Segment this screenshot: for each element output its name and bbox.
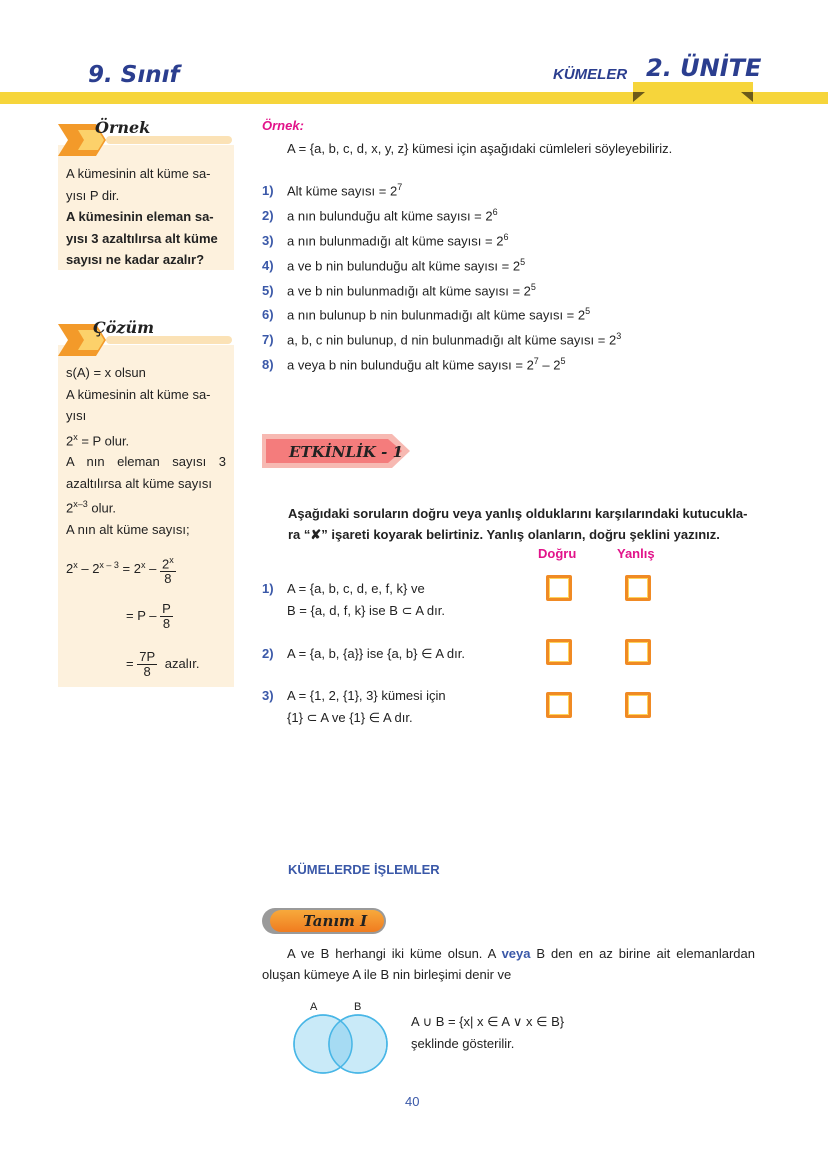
- column-true: Doğru: [538, 546, 577, 561]
- eq-term: = 2: [118, 561, 141, 577]
- false-checkbox[interactable]: [625, 692, 651, 718]
- equation-1: [66, 553, 176, 586]
- fraction-numerator: 7P: [139, 649, 156, 664]
- definition-title: Tanım I: [303, 912, 368, 930]
- true-checkbox[interactable]: [546, 575, 572, 601]
- item-number: 4): [262, 258, 274, 274]
- example-text: [66, 163, 226, 271]
- header-bar: [0, 92, 828, 104]
- item-exponent: 6: [492, 207, 498, 217]
- eq-term: – 2: [77, 561, 100, 577]
- item-exponent: 3: [616, 331, 622, 341]
- item-exponent: 5: [530, 282, 536, 292]
- question-number: 3): [262, 688, 274, 703]
- item-number: 5): [262, 283, 274, 299]
- question-2: [262, 643, 465, 665]
- item-text: a ve b nin bulunmadığı alt küme sayısı = 2: [287, 283, 531, 299]
- eq-exp: x: [73, 559, 78, 570]
- question-number: 1): [262, 581, 274, 596]
- example-item: [262, 331, 621, 347]
- instruction-line: Aşağıdaki soruların doğru veya yanlış olduklarını karşılarındaki kutucukla-: [288, 506, 748, 521]
- eq-term: =: [126, 655, 138, 671]
- unit-topic: KÜMELER: [553, 66, 628, 83]
- unit-number: 2. ÜNİTE: [646, 54, 762, 82]
- solution-line: azaltılırsa alt küme sayısı: [66, 475, 212, 491]
- power-exponent: x: [73, 431, 78, 442]
- example-question: yısı 3 azaltılırsa alt küme: [66, 230, 218, 246]
- example-line: yısı P dir.: [66, 187, 120, 203]
- solution-line: s(A) = x olsun: [66, 365, 146, 380]
- fraction-denominator: 8: [143, 664, 151, 679]
- grade-label: 9. Sınıf: [88, 62, 180, 88]
- page-number: 40: [405, 1094, 420, 1109]
- example-title: Örnek: [95, 118, 151, 137]
- item-number: 2): [262, 208, 274, 224]
- power-exponent: x–3: [73, 499, 88, 510]
- eq-exp: x – 3: [99, 559, 119, 570]
- example-question: sayısı ne kadar azalır?: [66, 252, 205, 267]
- example-label: Örnek:: [262, 118, 304, 133]
- solution-line: A nın eleman sayısı 3: [66, 454, 226, 470]
- numerator-exp: x: [169, 555, 174, 565]
- solution-line: [66, 494, 226, 519]
- venn-label-a: A: [310, 1001, 318, 1013]
- eq-term: = P –: [126, 607, 161, 623]
- fraction-numerator: [160, 553, 176, 572]
- solution-line: A kümesinin alt küme sa-: [66, 386, 211, 402]
- example-item: [262, 207, 498, 223]
- fraction: [160, 602, 173, 631]
- equation-2: [126, 602, 173, 631]
- question-text: A = {a, b, {a}} ise {a, b} ∈ A dır.: [287, 646, 465, 661]
- question-text: A = {1, 2, {1}, 3} kümesi için: [287, 688, 446, 703]
- fraction-denominator: 8: [164, 571, 172, 587]
- example-item: [262, 356, 566, 372]
- item-exponent: 7: [397, 182, 403, 192]
- example-item: [262, 257, 525, 273]
- item-text: a nın bulunup b nin bulunmadığı alt küme sayısı = 2: [287, 307, 586, 323]
- item-text: a veya b nin bulunduğu alt küme sayısı = 2: [287, 357, 534, 373]
- venn-diagram: [286, 996, 390, 1076]
- item-exponent: 5: [560, 356, 566, 366]
- unit-tab-right-corner: [741, 92, 753, 102]
- fraction-denominator: 8: [162, 616, 171, 631]
- item-text: a nın bulunmadığı alt küme sayısı = 2: [287, 233, 504, 249]
- venn-label-b: B: [354, 1001, 362, 1013]
- union-formula: A ∪ B = {x| x ∈ A ∨ x ∈ B}: [411, 1014, 565, 1029]
- item-exponent: 5: [520, 257, 526, 267]
- item-tail: – 2: [538, 357, 561, 373]
- definition-part: A ve B herhangi iki küme olsun. A: [287, 946, 502, 961]
- eq-term: azalır.: [164, 655, 200, 671]
- fraction-numerator: P: [162, 601, 171, 616]
- solution-line: [66, 427, 226, 452]
- activity-title: ETKİNLİK - 1: [289, 443, 404, 461]
- solution-line: A nın alt küme sayısı;: [66, 522, 190, 538]
- definition-part: B den en az birine ait elemanlardan oluşan kümeye A ile B nin birleşimi denir ve: [262, 946, 755, 982]
- unit-tab-left-corner: [633, 92, 645, 102]
- solution-text: [66, 362, 226, 541]
- eq-exp: x: [140, 559, 146, 570]
- power-rest: olur.: [87, 500, 116, 516]
- false-checkbox[interactable]: [625, 575, 651, 601]
- item-exponent: 7: [533, 356, 539, 366]
- example-item: [262, 182, 402, 198]
- example-line: A kümesinin alt küme sa-: [66, 166, 211, 181]
- item-exponent: 5: [585, 306, 591, 316]
- question-text: A = {a, b, c, d, e, f, k} ve: [287, 581, 425, 596]
- item-exponent: 6: [503, 232, 509, 242]
- power-base: 2: [66, 500, 74, 516]
- question-number: 2): [262, 646, 274, 661]
- fraction: [160, 553, 176, 586]
- fraction: [137, 650, 157, 679]
- item-text: a ve b nin bulunduğu alt küme sayısı = 2: [287, 258, 521, 274]
- eq-term: –: [145, 561, 160, 577]
- definition-highlight: veya: [501, 946, 531, 961]
- item-number: 6): [262, 307, 274, 323]
- true-checkbox[interactable]: [546, 639, 572, 665]
- example-question: A kümesinin eleman sa-: [66, 209, 214, 224]
- instruction-line: ra “✘” işareti koyarak belirtiniz. Yanlış olanların, doğru şeklini yazınız.: [288, 527, 720, 542]
- solution-line: yısı: [66, 408, 87, 423]
- solution-title: Çözüm: [93, 318, 155, 337]
- question-1: [262, 578, 445, 622]
- column-false: Yanlış: [617, 546, 655, 561]
- example-item: [262, 282, 536, 298]
- item-number: 1): [262, 183, 274, 199]
- numerator-base: 2: [161, 556, 170, 572]
- item-number: 3): [262, 233, 274, 249]
- power-base: 2: [66, 432, 74, 448]
- question-3: [262, 685, 446, 729]
- question-text: B = {a, d, f, k} ise B ⊂ A dır.: [287, 603, 445, 618]
- item-text: a, b, c nin bulunup, d nin bulunmadığı alt küme sayısı = 2: [287, 332, 617, 348]
- definition-text: [262, 943, 755, 985]
- item-text: Alt küme sayısı = 2: [287, 183, 398, 199]
- question-text: {1} ⊂ A ve {1} ∈ A dır.: [287, 710, 413, 725]
- item-number: 7): [262, 332, 274, 348]
- false-checkbox[interactable]: [625, 639, 651, 665]
- example-intro: A = {a, b, c, d, x, y, z} kümesi için aşağıdaki cümleleri söyleyebiliriz.: [287, 141, 673, 156]
- item-number: 8): [262, 357, 274, 373]
- section-heading: KÜMELERDE İŞLEMLER: [288, 862, 440, 877]
- union-note: şeklinde gösterilir.: [411, 1036, 515, 1051]
- example-item: [262, 306, 590, 322]
- example-item: [262, 232, 508, 248]
- item-text: a nın bulunduğu alt küme sayısı = 2: [287, 208, 493, 224]
- activity-instruction: [288, 503, 758, 545]
- eq-term: 2: [66, 561, 74, 577]
- equation-3: [126, 650, 199, 679]
- power-rest: = P olur.: [77, 432, 130, 448]
- true-checkbox[interactable]: [546, 692, 572, 718]
